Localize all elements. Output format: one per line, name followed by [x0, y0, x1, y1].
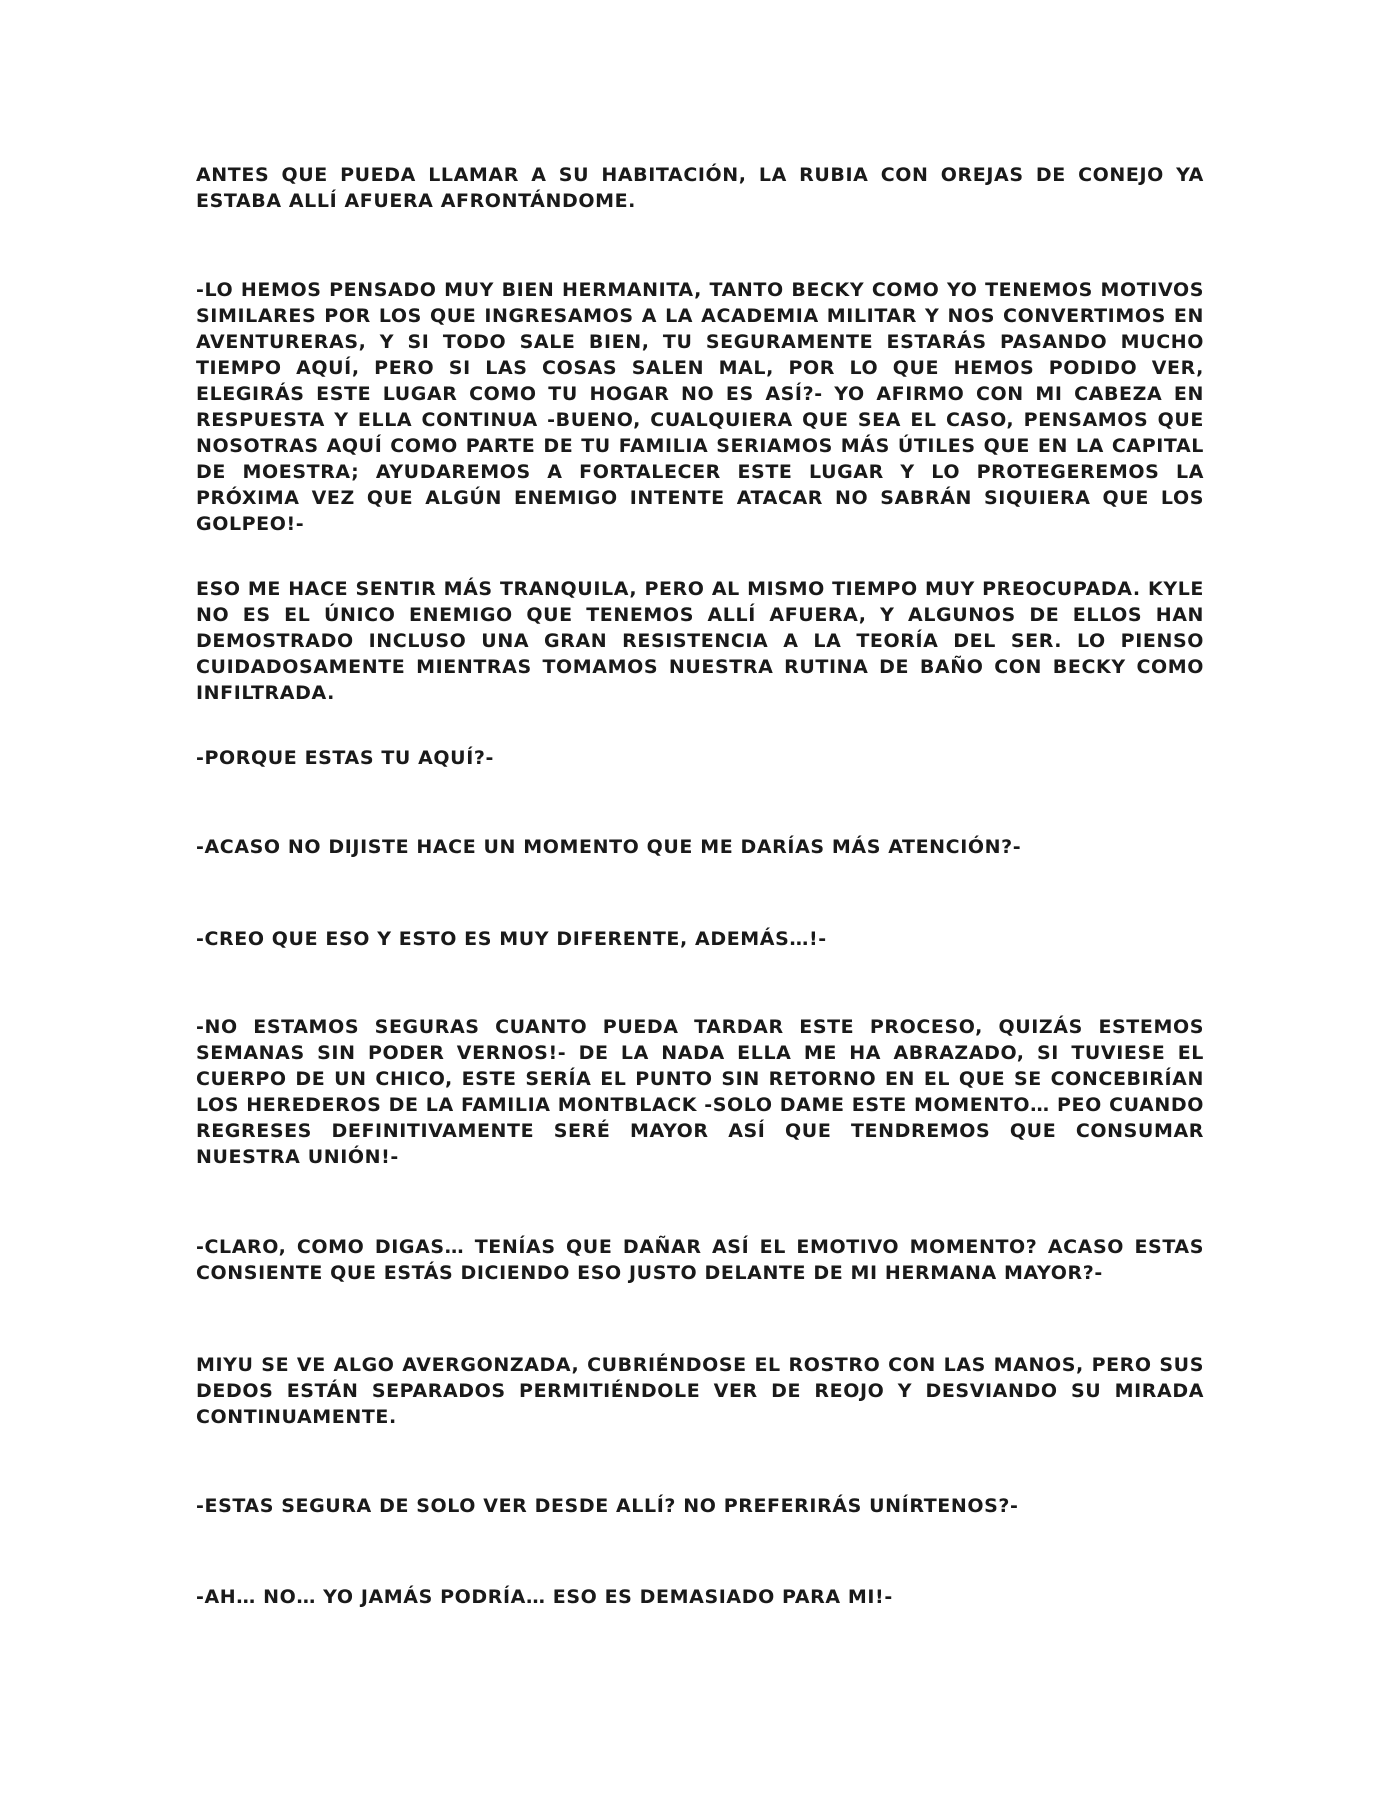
paragraph-11: -AH… NO… YO JAMÁS PODRÍA… ESO ES DEMASIADO PARA MI!- — [196, 1586, 893, 1608]
paragraph-7: -NO ESTAMOS SEGURAS CUANTO PUEDA TARDAR ESTE PROCESO, QUIZÁS ESTEMOS SEMANAS SIN PODER VERNOS!- DE LA NADA ELLA ME HA ABRAZADO, SI TUVIESE EL CUERPO DE UN CHICO, ESTE SERÍA EL PUNTO SIN RETORNO EN EL QUE SE CONCEBIRÍAN LOS HEREDEROS DE LA FAMILIA MONTBLACK -SOLO DAME ESTE MOMENTO… PEO CUANDO REGRESES DEFINITIVAMENTE SERÉ MAYOR ASÍ QUE TENDREMOS QUE CONSUMAR NUESTRA UNIÓN!- — [196, 1016, 1204, 1168]
paragraph-9: MIYU SE VE ALGO AVERGONZADA, CUBRIÉNDOSE EL ROSTRO CON LAS MANOS, PERO SUS DEDOS ESTÁN SEPARADOS PERMITIÉNDOLE VER DE REOJO Y DESVIANDO SU MIRADA CONTINUAMENTE. — [196, 1354, 1204, 1428]
paragraph-6: -CREO QUE ESO Y ESTO ES MUY DIFERENTE, ADEMÁS…!- — [196, 928, 827, 950]
paragraph-5: -ACASO NO DIJISTE HACE UN MOMENTO QUE ME DARÍAS MÁS ATENCIÓN?- — [196, 836, 1022, 858]
paragraph-4: -PORQUE ESTAS TU AQUÍ?- — [196, 747, 494, 769]
paragraph-8: -CLARO, COMO DIGAS… TENÍAS QUE DAÑAR ASÍ EL EMOTIVO MOMENTO? ACASO ESTAS CONSIENTE QUE ESTÁS DICIENDO ESO JUSTO DELANTE DE MI HERMANA MAYOR?- — [196, 1236, 1204, 1284]
paragraph-1: ANTES QUE PUEDA LLAMAR A SU HABITACIÓN, LA RUBIA CON OREJAS DE CONEJO YA ESTABA ALLÍ AFUERA AFRONTÁNDOME. — [196, 164, 1204, 212]
paragraph-10: -ESTAS SEGURA DE SOLO VER DESDE ALLÍ? NO PREFERIRÁS UNÍRTENOS?- — [196, 1495, 1019, 1517]
paragraph-2: -LO HEMOS PENSADO MUY BIEN HERMANITA, TANTO BECKY COMO YO TENEMOS MOTIVOS SIMILARES POR LOS QUE INGRESAMOS A LA ACADEMIA MILITAR Y NOS CONVERTIMOS EN AVENTURERAS, Y SI TODO SALE BIEN, TU SEGURAMENTE ESTARÁS PASANDO MUCHO TIEMPO AQUÍ, PERO SI LAS COSAS SALEN MAL, POR LO QUE HEMOS PODIDO VER, ELEGIRÁS ESTE LUGAR COMO TU HOGAR NO ES ASÍ?- YO AFIRMO CON MI CABEZA EN RESPUESTA Y ELLA CONTINUA -BUENO, CUALQUIERA QUE SEA EL CASO, PENSAMOS QUE NOSOTRAS AQUÍ COMO PARTE DE TU FAMILIA SERIAMOS MÁS ÚTILES QUE EN LA CAPITAL DE MOESTRA; AYUDAREMOS A FORTALECER ESTE LUGAR Y LO PROTEGEREMOS LA PRÓXIMA VEZ QUE ALGÚN ENEMIGO INTENTE ATACAR NO SABRÁN SIQUIERA QUE LOS GOLPEO!- — [196, 279, 1204, 535]
paragraph-3: ESO ME HACE SENTIR MÁS TRANQUILA, PERO AL MISMO TIEMPO MUY PREOCUPADA. KYLE NO ES EL ÚNICO ENEMIGO QUE TENEMOS ALLÍ AFUERA, Y ALGUNOS DE ELLOS HAN DEMOSTRADO INCLUSO UNA GRAN RESISTENCIA A LA TEORÍA DEL SER. LO PIENSO CUIDADOSAMENTE MIENTRAS TOMAMOS NUESTRA RUTINA DE BAÑO CON BECKY COMO INFILTRADA. — [196, 578, 1204, 704]
